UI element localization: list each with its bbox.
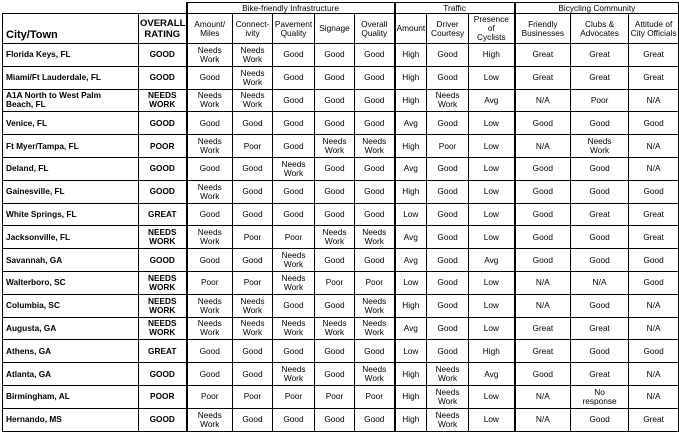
rating-cell: Good [427,157,469,180]
table-row [3,226,679,249]
rating-cell: Good [233,203,273,226]
table-row [3,385,679,408]
rating-cell: Good [427,294,469,317]
bike-friendliness-table [2,2,679,432]
rating-cell: High [469,340,515,363]
rating-cell: Needs Work [187,317,233,340]
city-name: White Springs, FL [3,203,139,226]
city-name: Augusta, GA [3,317,139,340]
rating-cell: Good [515,363,571,386]
rating-cell: Needs Work [273,271,315,294]
rating-cell: N/A [629,135,679,158]
rating-cell: High [395,385,427,408]
overall-rating: GOOD [139,180,187,203]
overall-rating: NEEDS WORK [139,89,187,112]
city-name: Hernando, MS [3,408,139,431]
rating-cell: Good [315,340,355,363]
column-header: Pavement Quality [273,14,315,44]
rating-cell: Great [629,66,679,89]
rating-cell: Needs Work [355,135,395,158]
rating-cell: Good [233,180,273,203]
rating-cell: Poor [273,226,315,249]
rating-cell: Good [427,44,469,67]
rating-cell: Good [273,408,315,431]
city-name: Savannah, GA [3,249,139,272]
rating-cell: Needs Work [273,317,315,340]
city-name: Atlanta, GA [3,363,139,386]
rating-cell: Good [571,294,629,317]
rating-cell: Good [315,363,355,386]
rating-cell: Good [315,112,355,135]
table-row [3,340,679,363]
rating-cell: Good [315,203,355,226]
rating-cell: Good [427,249,469,272]
rating-cell: Good [355,66,395,89]
overall-rating: GOOD [139,249,187,272]
rating-cell: Good [273,112,315,135]
rating-cell: Good [187,203,233,226]
table-row [3,271,679,294]
rating-cell: Needs Work [355,226,395,249]
rating-cell: Great [629,226,679,249]
rating-cell: Great [571,317,629,340]
rating-cell: Good [273,203,315,226]
overall-rating: NEEDS WORK [139,294,187,317]
rating-cell: Needs Work [187,294,233,317]
rating-cell: Good [273,89,315,112]
rating-cell: Good [355,112,395,135]
header-blank [3,3,187,14]
rating-cell: Needs Work [187,408,233,431]
group-traffic: Traffic [395,3,515,14]
rating-cell: Good [515,180,571,203]
rating-cell: Good [355,340,395,363]
rating-cell: Low [469,66,515,89]
rating-cell: Good [515,203,571,226]
rating-cell: Avg [469,363,515,386]
rating-cell: Great [571,363,629,386]
rating-cell: Good [273,44,315,67]
rating-cell: Avg [469,89,515,112]
rating-cell: Needs Work [187,89,233,112]
rating-cell: Needs Work [315,317,355,340]
rating-cell: Low [469,135,515,158]
rating-cell: Low [469,408,515,431]
rating-cell: Good [315,44,355,67]
rating-cell: Needs Work [233,317,273,340]
rating-cell: Needs Work [427,408,469,431]
rating-cell: Needs Work [273,157,315,180]
rating-cell: Low [395,271,427,294]
rating-cell: Good [315,180,355,203]
table-row [3,203,679,226]
rating-cell: Good [515,249,571,272]
rating-cell: Needs Work [355,317,395,340]
rating-cell: N/A [629,89,679,112]
rating-cell: Good [427,317,469,340]
rating-cell: Avg [395,112,427,135]
table-row [3,317,679,340]
rating-cell: Good [571,180,629,203]
rating-cell: Good [427,340,469,363]
rating-cell: Avg [469,249,515,272]
overall-rating: GREAT [139,340,187,363]
rating-cell: Poor [187,385,233,408]
rating-cell: Needs Work [233,89,273,112]
rating-cell: Good [427,66,469,89]
rating-cell: Good [273,135,315,158]
rating-cell: Good [355,203,395,226]
rating-cell: High [469,44,515,67]
rating-cell: Poor [315,385,355,408]
rating-cell: Great [515,340,571,363]
rating-cell: N/A [571,271,629,294]
rating-cell: Needs Work [233,66,273,89]
rating-cell: Needs Work [273,363,315,386]
rating-cell: Low [469,271,515,294]
rating-cell: Good [233,249,273,272]
rating-cell: Needs Work [233,294,273,317]
column-header: Clubs & Advocates [571,14,629,44]
city-name: Jacksonville, FL [3,226,139,249]
rating-cell: Low [395,340,427,363]
table-row [3,157,679,180]
city-name: Birmingham, AL [3,385,139,408]
rating-cell: Poor [233,226,273,249]
rating-cell: Needs Work [315,226,355,249]
rating-cell: Great [515,317,571,340]
table-row [3,249,679,272]
rating-cell: Avg [395,226,427,249]
overall-rating: GOOD [139,112,187,135]
overall-rating: GOOD [139,44,187,67]
rating-cell: N/A [629,157,679,180]
rating-cell: Good [427,203,469,226]
rating-cell: High [395,44,427,67]
rating-cell: Good [273,66,315,89]
rating-cell: Low [469,157,515,180]
rating-cell: Good [355,249,395,272]
rating-cell: Good [233,408,273,431]
rating-cell: Needs Work [571,135,629,158]
rating-cell: Needs Work [355,363,395,386]
rating-cell: Great [515,44,571,67]
table-row [3,66,679,89]
city-name: Florida Keys, FL [3,44,139,67]
column-header: Attitude of City Officials [629,14,679,44]
rating-cell: High [395,135,427,158]
rating-cell: Poor [273,385,315,408]
rating-cell: Good [233,363,273,386]
rating-cell: Low [395,203,427,226]
rating-cell: Good [629,180,679,203]
rating-cell: Needs Work [233,44,273,67]
overall-rating: POOR [139,135,187,158]
rating-cell: Good [233,157,273,180]
rating-cell: Good [355,157,395,180]
table-row [3,408,679,431]
rating-cell: Great [629,44,679,67]
rating-cell: Needs Work [187,135,233,158]
rating-cell: Needs Work [315,135,355,158]
rating-cell: Good [355,180,395,203]
rating-cell: High [395,180,427,203]
rating-cell: Poor [233,385,273,408]
group-bicycling-community: Bicycling Community [515,3,679,14]
rating-cell: Poor [233,271,273,294]
rating-cell: N/A [515,89,571,112]
rating-cell: Good [315,66,355,89]
column-header: Overall Quality [355,14,395,44]
rating-cell: Low [469,203,515,226]
city-name: A1A North to West Palm Beach, FL [3,89,139,112]
table-row [3,44,679,67]
rating-cell: Great [515,66,571,89]
column-header: Amount/ Miles [187,14,233,44]
rating-cell: Good [187,340,233,363]
overall-rating: NEEDS WORK [139,317,187,340]
rating-cell: Good [571,226,629,249]
rating-cell: Needs Work [187,180,233,203]
rating-cell: Good [187,363,233,386]
rating-cell: Avg [395,157,427,180]
column-header: Signage [315,14,355,44]
rating-cell: Good [355,89,395,112]
header-city: City/Town [3,14,139,44]
rating-cell: Good [355,408,395,431]
overall-rating: NEEDS WORK [139,271,187,294]
rating-cell: Great [571,203,629,226]
city-name: Gainesville, FL [3,180,139,203]
table-row [3,180,679,203]
overall-rating: GOOD [139,408,187,431]
rating-cell: Good [629,271,679,294]
table-row [3,89,679,112]
rating-cell: Good [427,180,469,203]
rating-cell: Good [515,112,571,135]
rating-cell: Needs Work [273,249,315,272]
rating-cell: Poor [315,271,355,294]
rating-cell: Good [571,249,629,272]
city-name: Miami/Ft Lauderdale, FL [3,66,139,89]
rating-cell: Good [315,89,355,112]
rating-cell: N/A [515,271,571,294]
rating-cell: Good [187,112,233,135]
rating-cell: Good [315,408,355,431]
column-header: Presence of Cyclists [469,14,515,44]
rating-cell: Good [571,157,629,180]
rating-cell: N/A [515,294,571,317]
rating-cell: Poor [187,271,233,294]
rating-cell: High [395,66,427,89]
overall-rating: GOOD [139,157,187,180]
rating-cell: Good [629,340,679,363]
overall-rating: NEEDS WORK [139,226,187,249]
rating-cell: Good [273,340,315,363]
rating-cell: Good [187,66,233,89]
city-name: Deland, FL [3,157,139,180]
table-body [3,44,679,432]
rating-cell: Good [273,294,315,317]
table-row [3,112,679,135]
rating-cell: N/A [629,385,679,408]
rating-cell: Good [515,157,571,180]
rating-cell: Poor [571,89,629,112]
table-row [3,294,679,317]
city-name: Ft Myer/Tampa, FL [3,135,139,158]
rating-cell: High [395,294,427,317]
rating-cell: Good [315,157,355,180]
table-row [3,363,679,386]
rating-cell: High [395,363,427,386]
rating-cell: Needs Work [187,44,233,67]
overall-rating: GOOD [139,363,187,386]
rating-cell: Good [629,249,679,272]
rating-cell: Poor [427,135,469,158]
rating-cell: N/A [515,135,571,158]
rating-cell: Good [629,112,679,135]
rating-cell: Great [571,44,629,67]
rating-cell: Low [469,317,515,340]
rating-cell: Good [427,112,469,135]
rating-cell: Good [571,340,629,363]
overall-rating: POOR [139,385,187,408]
city-name: Venice, FL [3,112,139,135]
rating-cell: Good [427,271,469,294]
rating-cell: Needs Work [427,385,469,408]
rating-cell: N/A [515,385,571,408]
table-row [3,135,679,158]
rating-cell: Good [515,226,571,249]
rating-cell: Avg [395,249,427,272]
column-header: Amount [395,14,427,44]
rating-cell: Low [469,180,515,203]
rating-cell: N/A [629,363,679,386]
column-header: Driver Courtesy [427,14,469,44]
rating-cell: Needs Work [187,226,233,249]
rating-cell: Needs Work [427,89,469,112]
rating-cell: Great [629,408,679,431]
rating-cell: Good [355,44,395,67]
rating-cell: Good [273,180,315,203]
rating-cell: Good [187,157,233,180]
rating-cell: Poor [355,385,395,408]
rating-cell: Needs Work [427,363,469,386]
column-header: Connect- ivity [233,14,273,44]
overall-rating: GOOD [139,66,187,89]
rating-cell: Good [187,249,233,272]
header-overall-rating: OVERALL RATING [139,14,187,44]
rating-cell: No response [571,385,629,408]
rating-cell: Low [469,294,515,317]
rating-cell: Low [469,112,515,135]
rating-cell: Good [427,226,469,249]
rating-cell: N/A [515,408,571,431]
group-bike-infrastructure: Bike-friendly Infrastructure [187,3,395,14]
rating-cell: Avg [395,317,427,340]
rating-cell: N/A [629,317,679,340]
overall-rating: GREAT [139,203,187,226]
rating-cell: Good [233,340,273,363]
rating-cell: Needs Work [355,294,395,317]
city-name: Athens, GA [3,340,139,363]
rating-cell: Low [469,385,515,408]
rating-cell: Good [315,294,355,317]
rating-cell: Great [629,203,679,226]
rating-cell: High [395,408,427,431]
rating-cell: N/A [629,294,679,317]
rating-cell: Great [571,66,629,89]
rating-cell: Low [469,226,515,249]
rating-cell: Good [571,408,629,431]
column-header: Friendly Businesses [515,14,571,44]
rating-cell: High [395,89,427,112]
rating-cell: Poor [233,135,273,158]
rating-cell: Good [315,249,355,272]
rating-cell: Good [233,112,273,135]
rating-cell: Poor [355,271,395,294]
rating-cell: Good [571,112,629,135]
city-name: Walterboro, SC [3,271,139,294]
city-name: Columbia, SC [3,294,139,317]
